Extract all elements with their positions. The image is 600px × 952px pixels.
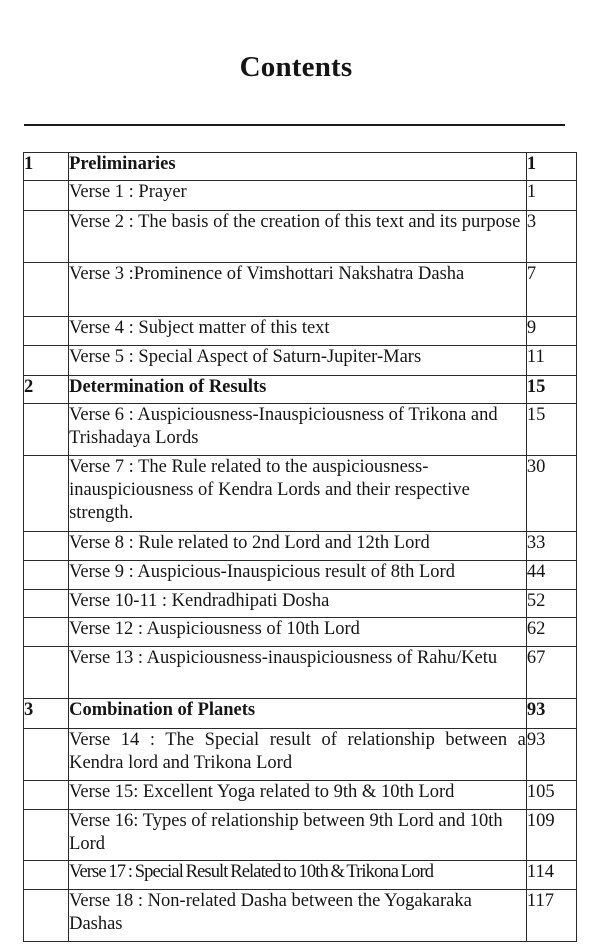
verse-title[interactable]: Verse 6 : Auspiciousness-Inauspiciousness of Trikona and Trishadaya Lords (69, 404, 527, 456)
chapter-number: 1 (24, 153, 69, 181)
verse-title[interactable]: Verse 13 : Auspiciousness-inauspiciousness of Rahu/Ketu (69, 647, 527, 699)
toc-verse-row[interactable] (24, 532, 577, 561)
toc-chapter-row[interactable] (24, 699, 577, 729)
toc-verse-row[interactable] (24, 317, 577, 346)
toc-verse-row[interactable] (24, 181, 577, 211)
toc-verse-row[interactable] (24, 890, 577, 942)
verse-title[interactable]: Verse 3 :Prominence of Vimshottari Nakshatra Dasha (69, 263, 527, 317)
toc-chapter-row[interactable] (24, 153, 577, 181)
page-number: 67 (526, 647, 576, 699)
page-number: 1 (526, 181, 576, 211)
chapter-number (24, 346, 69, 376)
chapter-number: 2 (24, 376, 69, 404)
page-number: 33 (526, 532, 576, 561)
toc-chapter-row[interactable] (24, 376, 577, 404)
chapter-number (24, 729, 69, 781)
page-number: 52 (526, 590, 576, 618)
page-number: 93 (526, 699, 576, 729)
page-number: 15 (526, 404, 576, 456)
verse-title[interactable]: Verse 18 : Non-related Dasha between the Yogakaraka Dashas (69, 890, 527, 942)
title-rule (24, 124, 565, 126)
toc-verse-row[interactable] (24, 810, 577, 861)
contents-table-body (24, 153, 577, 942)
verse-title[interactable]: Verse 7 : The Rule related to the auspiciousness-inauspiciousness of Kendra Lords and their respective strength. (69, 456, 527, 532)
toc-verse-row[interactable] (24, 561, 577, 590)
chapter-number (24, 781, 69, 810)
chapter-title[interactable]: Combination of Planets (69, 699, 527, 729)
chapter-number (24, 532, 69, 561)
page-title: Contents (239, 51, 353, 84)
chapter-number (24, 861, 69, 890)
chapter-number (24, 404, 69, 456)
verse-title[interactable]: Verse 15: Excellent Yoga related to 9th & 10th Lord (69, 781, 527, 810)
chapter-number (24, 618, 69, 647)
page-number: 62 (526, 618, 576, 647)
page-number: 117 (526, 890, 576, 942)
chapter-title[interactable]: Determination of Results (69, 376, 527, 404)
chapter-number (24, 890, 69, 942)
page-number: 1 (526, 153, 576, 181)
verse-title[interactable]: Verse 2 : The basis of the creation of this text and its purpose (69, 211, 527, 263)
toc-verse-row[interactable] (24, 456, 577, 532)
toc-verse-row[interactable] (24, 647, 577, 699)
chapter-number (24, 211, 69, 263)
verse-title[interactable]: Verse 9 : Auspicious-Inauspicious result of 8th Lord (69, 561, 527, 590)
page-number: 9 (526, 317, 576, 346)
chapter-number (24, 590, 69, 618)
chapter-number (24, 561, 69, 590)
page-number: 15 (526, 376, 576, 404)
page-number: 7 (526, 263, 576, 317)
chapter-number (24, 810, 69, 861)
verse-title[interactable]: Verse 14 : The Special result of relationship between a Kendra lord and Trikona Lord (69, 729, 527, 781)
verse-title[interactable]: Verse 17 : Special Result Related to 10th & Trikona Lord (69, 861, 527, 890)
chapter-number (24, 647, 69, 699)
page-number: 44 (526, 561, 576, 590)
toc-verse-row[interactable] (24, 404, 577, 456)
verse-title[interactable]: Verse 12 : Auspiciousness of 10th Lord (69, 618, 527, 647)
toc-verse-row[interactable] (24, 861, 577, 890)
toc-verse-row[interactable] (24, 211, 577, 263)
toc-verse-row[interactable] (24, 263, 577, 317)
page-number: 11 (526, 346, 576, 376)
toc-verse-row[interactable] (24, 781, 577, 810)
toc-verse-row[interactable] (24, 618, 577, 647)
chapter-number (24, 181, 69, 211)
toc-verse-row[interactable] (24, 729, 577, 781)
page-number: 3 (526, 211, 576, 263)
verse-title[interactable]: Verse 10-11 : Kendradhipati Dosha (69, 590, 527, 618)
verse-title[interactable]: Verse 16: Types of relationship between 9th Lord and 10th Lord (69, 810, 527, 861)
page-number: 114 (526, 861, 576, 890)
verse-title[interactable]: Verse 5 : Special Aspect of Saturn-Jupiter-Mars (69, 346, 527, 376)
chapter-number: 3 (24, 699, 69, 729)
contents-table (23, 152, 577, 942)
verse-title[interactable]: Verse 8 : Rule related to 2nd Lord and 12th Lord (69, 532, 527, 561)
page-number: 93 (526, 729, 576, 781)
page-number: 105 (526, 781, 576, 810)
chapter-number (24, 263, 69, 317)
page-number: 109 (526, 810, 576, 861)
chapter-number (24, 317, 69, 346)
page-number: 30 (526, 456, 576, 532)
toc-verse-row[interactable] (24, 590, 577, 618)
chapter-title[interactable]: Preliminaries (69, 153, 527, 181)
toc-verse-row[interactable] (24, 346, 577, 376)
verse-title[interactable]: Verse 1 : Prayer (69, 181, 527, 211)
verse-title[interactable]: Verse 4 : Subject matter of this text (69, 317, 527, 346)
chapter-number (24, 456, 69, 532)
